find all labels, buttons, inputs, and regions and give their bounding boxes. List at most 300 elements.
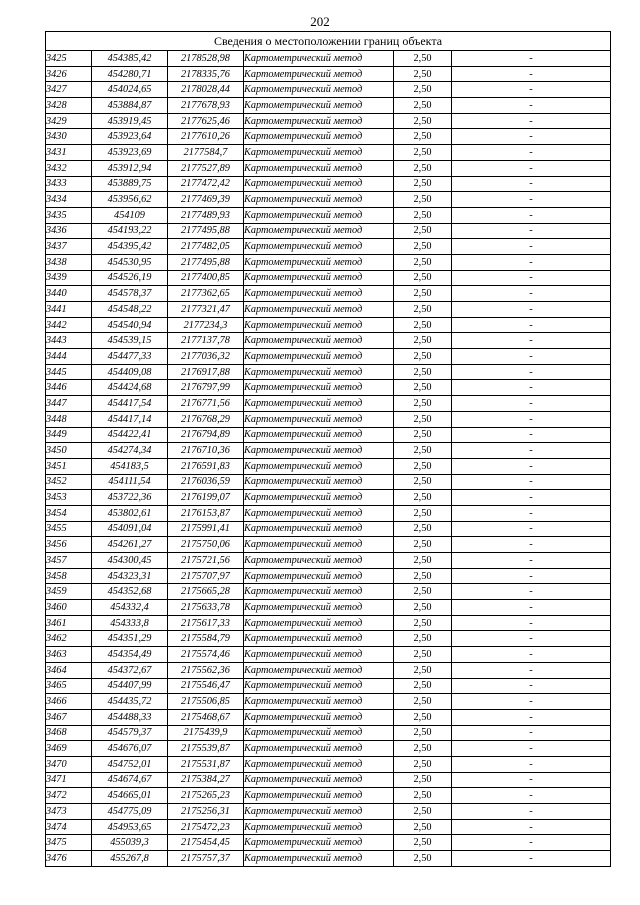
point-number-cell: 3432 xyxy=(46,160,92,176)
x-coordinate-cell: 453919,45 xyxy=(92,113,168,129)
description-cell: - xyxy=(452,129,611,145)
accuracy-cell: 2,50 xyxy=(394,286,452,302)
accuracy-cell: 2,50 xyxy=(394,772,452,788)
y-coordinate-cell: 2175584,79 xyxy=(168,631,244,647)
y-coordinate-cell: 2176153,87 xyxy=(168,505,244,521)
x-coordinate-cell: 454417,14 xyxy=(92,411,168,427)
accuracy-cell: 2,50 xyxy=(394,66,452,82)
description-cell: - xyxy=(452,709,611,725)
point-number-cell: 3462 xyxy=(46,631,92,647)
accuracy-cell: 2,50 xyxy=(394,725,452,741)
point-number-cell: 3428 xyxy=(46,98,92,114)
description-cell: - xyxy=(452,302,611,318)
x-coordinate-cell: 453923,69 xyxy=(92,145,168,161)
accuracy-cell: 2,50 xyxy=(394,600,452,616)
method-cell: Картометрический метод xyxy=(244,490,394,506)
method-cell: Картометрический метод xyxy=(244,694,394,710)
point-number-cell: 3460 xyxy=(46,600,92,616)
table-row xyxy=(46,364,611,380)
x-coordinate-cell: 454352,68 xyxy=(92,584,168,600)
method-cell: Картометрический метод xyxy=(244,427,394,443)
x-coordinate-cell: 454333,8 xyxy=(92,615,168,631)
y-coordinate-cell: 2177489,93 xyxy=(168,207,244,223)
point-number-cell: 3465 xyxy=(46,678,92,694)
table-row xyxy=(46,82,611,98)
x-coordinate-cell: 454407,99 xyxy=(92,678,168,694)
y-coordinate-cell: 2175665,28 xyxy=(168,584,244,600)
description-cell: - xyxy=(452,725,611,741)
x-coordinate-cell: 454674,67 xyxy=(92,772,168,788)
method-cell: Картометрический метод xyxy=(244,835,394,851)
table-row xyxy=(46,239,611,255)
y-coordinate-cell: 2177472,42 xyxy=(168,176,244,192)
y-coordinate-cell: 2175506,85 xyxy=(168,694,244,710)
table-header-row xyxy=(46,32,611,51)
x-coordinate-cell: 454477,33 xyxy=(92,349,168,365)
y-coordinate-cell: 2177527,89 xyxy=(168,160,244,176)
table-row xyxy=(46,192,611,208)
point-number-cell: 3453 xyxy=(46,490,92,506)
description-cell: - xyxy=(452,647,611,663)
description-cell: - xyxy=(452,192,611,208)
y-coordinate-cell: 2177625,46 xyxy=(168,113,244,129)
x-coordinate-cell: 453722,36 xyxy=(92,490,168,506)
accuracy-cell: 2,50 xyxy=(394,411,452,427)
x-coordinate-cell: 454530,95 xyxy=(92,254,168,270)
method-cell: Картометрический метод xyxy=(244,756,394,772)
accuracy-cell: 2,50 xyxy=(394,851,452,867)
accuracy-cell: 2,50 xyxy=(394,741,452,757)
y-coordinate-cell: 2175991,41 xyxy=(168,521,244,537)
accuracy-cell: 2,50 xyxy=(394,568,452,584)
accuracy-cell: 2,50 xyxy=(394,427,452,443)
description-cell: - xyxy=(452,474,611,490)
accuracy-cell: 2,50 xyxy=(394,458,452,474)
table-row xyxy=(46,725,611,741)
point-number-cell: 3471 xyxy=(46,772,92,788)
y-coordinate-cell: 2175454,45 xyxy=(168,835,244,851)
y-coordinate-cell: 2175721,56 xyxy=(168,553,244,569)
point-number-cell: 3455 xyxy=(46,521,92,537)
accuracy-cell: 2,50 xyxy=(394,615,452,631)
description-cell: - xyxy=(452,349,611,365)
method-cell: Картометрический метод xyxy=(244,725,394,741)
description-cell: - xyxy=(452,835,611,851)
method-cell: Картометрический метод xyxy=(244,537,394,553)
description-cell: - xyxy=(452,113,611,129)
y-coordinate-cell: 2176036,59 xyxy=(168,474,244,490)
point-number-cell: 3447 xyxy=(46,396,92,412)
point-number-cell: 3437 xyxy=(46,239,92,255)
table-row xyxy=(46,631,611,647)
description-cell: - xyxy=(452,98,611,114)
table-row xyxy=(46,98,611,114)
x-coordinate-cell: 455267,8 xyxy=(92,851,168,867)
description-cell: - xyxy=(452,239,611,255)
description-cell: - xyxy=(452,207,611,223)
x-coordinate-cell: 454422,41 xyxy=(92,427,168,443)
method-cell: Картометрический метод xyxy=(244,192,394,208)
point-number-cell: 3438 xyxy=(46,254,92,270)
x-coordinate-cell: 454332,4 xyxy=(92,600,168,616)
method-cell: Картометрический метод xyxy=(244,458,394,474)
accuracy-cell: 2,50 xyxy=(394,490,452,506)
point-number-cell: 3469 xyxy=(46,741,92,757)
method-cell: Картометрический метод xyxy=(244,772,394,788)
point-number-cell: 3444 xyxy=(46,349,92,365)
x-coordinate-cell: 454280,71 xyxy=(92,66,168,82)
description-cell: - xyxy=(452,270,611,286)
accuracy-cell: 2,50 xyxy=(394,364,452,380)
table-row xyxy=(46,349,611,365)
description-cell: - xyxy=(452,568,611,584)
table-row xyxy=(46,851,611,867)
accuracy-cell: 2,50 xyxy=(394,505,452,521)
description-cell: - xyxy=(452,521,611,537)
method-cell: Картометрический метод xyxy=(244,584,394,600)
table-row xyxy=(46,490,611,506)
y-coordinate-cell: 2176771,56 xyxy=(168,396,244,412)
point-number-cell: 3468 xyxy=(46,725,92,741)
y-coordinate-cell: 2177610,26 xyxy=(168,129,244,145)
method-cell: Картометрический метод xyxy=(244,380,394,396)
description-cell: - xyxy=(452,145,611,161)
description-cell: - xyxy=(452,615,611,631)
y-coordinate-cell: 2177495,88 xyxy=(168,254,244,270)
description-cell: - xyxy=(452,662,611,678)
accuracy-cell: 2,50 xyxy=(394,835,452,851)
accuracy-cell: 2,50 xyxy=(394,756,452,772)
point-number-cell: 3472 xyxy=(46,788,92,804)
method-cell: Картометрический метод xyxy=(244,474,394,490)
y-coordinate-cell: 2175256,31 xyxy=(168,804,244,820)
table-row xyxy=(46,772,611,788)
table-row xyxy=(46,537,611,553)
point-number-cell: 3451 xyxy=(46,458,92,474)
point-number-cell: 3470 xyxy=(46,756,92,772)
table-row xyxy=(46,568,611,584)
x-coordinate-cell: 454183,5 xyxy=(92,458,168,474)
description-cell: - xyxy=(452,584,611,600)
method-cell: Картометрический метод xyxy=(244,160,394,176)
x-coordinate-cell: 454193,22 xyxy=(92,223,168,239)
x-coordinate-cell: 454676,07 xyxy=(92,741,168,757)
method-cell: Картометрический метод xyxy=(244,631,394,647)
x-coordinate-cell: 454752,01 xyxy=(92,756,168,772)
point-number-cell: 3443 xyxy=(46,333,92,349)
table-row xyxy=(46,756,611,772)
point-number-cell: 3430 xyxy=(46,129,92,145)
description-cell: - xyxy=(452,819,611,835)
table-row xyxy=(46,615,611,631)
method-cell: Картометрический метод xyxy=(244,98,394,114)
y-coordinate-cell: 2177495,88 xyxy=(168,223,244,239)
x-coordinate-cell: 455039,3 xyxy=(92,835,168,851)
table-row xyxy=(46,207,611,223)
method-cell: Картометрический метод xyxy=(244,741,394,757)
point-number-cell: 3466 xyxy=(46,694,92,710)
description-cell: - xyxy=(452,66,611,82)
y-coordinate-cell: 2175468,67 xyxy=(168,709,244,725)
table-row xyxy=(46,835,611,851)
description-cell: - xyxy=(452,756,611,772)
accuracy-cell: 2,50 xyxy=(394,631,452,647)
x-coordinate-cell: 454372,67 xyxy=(92,662,168,678)
x-coordinate-cell: 454539,15 xyxy=(92,333,168,349)
x-coordinate-cell: 454409,08 xyxy=(92,364,168,380)
method-cell: Картометрический метод xyxy=(244,66,394,82)
point-number-cell: 3463 xyxy=(46,647,92,663)
table-row xyxy=(46,302,611,318)
method-cell: Картометрический метод xyxy=(244,819,394,835)
table-row xyxy=(46,66,611,82)
accuracy-cell: 2,50 xyxy=(394,521,452,537)
point-number-cell: 3458 xyxy=(46,568,92,584)
accuracy-cell: 2,50 xyxy=(394,584,452,600)
table-row xyxy=(46,584,611,600)
y-coordinate-cell: 2176768,29 xyxy=(168,411,244,427)
point-number-cell: 3448 xyxy=(46,411,92,427)
method-cell: Картометрический метод xyxy=(244,207,394,223)
description-cell: - xyxy=(452,631,611,647)
table-row xyxy=(46,411,611,427)
method-cell: Картометрический метод xyxy=(244,851,394,867)
x-coordinate-cell: 454424,68 xyxy=(92,380,168,396)
point-number-cell: 3456 xyxy=(46,537,92,553)
point-number-cell: 3454 xyxy=(46,505,92,521)
method-cell: Картометрический метод xyxy=(244,317,394,333)
x-coordinate-cell: 454578,37 xyxy=(92,286,168,302)
point-number-cell: 3474 xyxy=(46,819,92,835)
accuracy-cell: 2,50 xyxy=(394,129,452,145)
method-cell: Картометрический метод xyxy=(244,302,394,318)
table-row xyxy=(46,223,611,239)
accuracy-cell: 2,50 xyxy=(394,443,452,459)
point-number-cell: 3464 xyxy=(46,662,92,678)
table-row xyxy=(46,694,611,710)
y-coordinate-cell: 2175633,78 xyxy=(168,600,244,616)
y-coordinate-cell: 2177362,65 xyxy=(168,286,244,302)
y-coordinate-cell: 2177584,7 xyxy=(168,145,244,161)
table-row xyxy=(46,600,611,616)
accuracy-cell: 2,50 xyxy=(394,317,452,333)
table-row xyxy=(46,788,611,804)
point-number-cell: 3436 xyxy=(46,223,92,239)
accuracy-cell: 2,50 xyxy=(394,694,452,710)
description-cell: - xyxy=(452,160,611,176)
description-cell: - xyxy=(452,851,611,867)
accuracy-cell: 2,50 xyxy=(394,396,452,412)
accuracy-cell: 2,50 xyxy=(394,160,452,176)
table-row xyxy=(46,819,611,835)
description-cell: - xyxy=(452,223,611,239)
accuracy-cell: 2,50 xyxy=(394,333,452,349)
x-coordinate-cell: 454435,72 xyxy=(92,694,168,710)
accuracy-cell: 2,50 xyxy=(394,804,452,820)
table-row xyxy=(46,333,611,349)
point-number-cell: 3457 xyxy=(46,553,92,569)
x-coordinate-cell: 454274,34 xyxy=(92,443,168,459)
y-coordinate-cell: 2175707,97 xyxy=(168,568,244,584)
description-cell: - xyxy=(452,333,611,349)
description-cell: - xyxy=(452,317,611,333)
point-number-cell: 3449 xyxy=(46,427,92,443)
point-number-cell: 3445 xyxy=(46,364,92,380)
y-coordinate-cell: 2175539,87 xyxy=(168,741,244,757)
point-number-cell: 3431 xyxy=(46,145,92,161)
table-row xyxy=(46,270,611,286)
table-row xyxy=(46,709,611,725)
point-number-cell: 3440 xyxy=(46,286,92,302)
y-coordinate-cell: 2176199,07 xyxy=(168,490,244,506)
point-number-cell: 3446 xyxy=(46,380,92,396)
accuracy-cell: 2,50 xyxy=(394,709,452,725)
y-coordinate-cell: 2176710,36 xyxy=(168,443,244,459)
accuracy-cell: 2,50 xyxy=(394,553,452,569)
x-coordinate-cell: 454091,04 xyxy=(92,521,168,537)
point-number-cell: 3450 xyxy=(46,443,92,459)
accuracy-cell: 2,50 xyxy=(394,51,452,67)
method-cell: Картометрический метод xyxy=(244,333,394,349)
x-coordinate-cell: 454579,37 xyxy=(92,725,168,741)
y-coordinate-cell: 2175757,37 xyxy=(168,851,244,867)
accuracy-cell: 2,50 xyxy=(394,82,452,98)
description-cell: - xyxy=(452,694,611,710)
method-cell: Картометрический метод xyxy=(244,145,394,161)
table-body xyxy=(46,51,611,867)
x-coordinate-cell: 454665,01 xyxy=(92,788,168,804)
method-cell: Картометрический метод xyxy=(244,113,394,129)
accuracy-cell: 2,50 xyxy=(394,239,452,255)
accuracy-cell: 2,50 xyxy=(394,113,452,129)
table-row xyxy=(46,662,611,678)
method-cell: Картометрический метод xyxy=(244,82,394,98)
method-cell: Картометрический метод xyxy=(244,662,394,678)
description-cell: - xyxy=(452,490,611,506)
method-cell: Картометрический метод xyxy=(244,254,394,270)
method-cell: Картометрический метод xyxy=(244,396,394,412)
description-cell: - xyxy=(452,741,611,757)
x-coordinate-cell: 454775,09 xyxy=(92,804,168,820)
method-cell: Картометрический метод xyxy=(244,600,394,616)
accuracy-cell: 2,50 xyxy=(394,537,452,553)
y-coordinate-cell: 2175574,46 xyxy=(168,647,244,663)
table-row xyxy=(46,160,611,176)
point-number-cell: 3441 xyxy=(46,302,92,318)
table-title: Сведения о местоположении границ объекта xyxy=(46,32,611,51)
description-cell: - xyxy=(452,600,611,616)
x-coordinate-cell: 454111,54 xyxy=(92,474,168,490)
method-cell: Картометрический метод xyxy=(244,804,394,820)
x-coordinate-cell: 454261,27 xyxy=(92,537,168,553)
description-cell: - xyxy=(452,82,611,98)
y-coordinate-cell: 2177234,3 xyxy=(168,317,244,333)
y-coordinate-cell: 2176917,88 xyxy=(168,364,244,380)
x-coordinate-cell: 454526,19 xyxy=(92,270,168,286)
accuracy-cell: 2,50 xyxy=(394,380,452,396)
table-row xyxy=(46,427,611,443)
x-coordinate-cell: 454323,31 xyxy=(92,568,168,584)
y-coordinate-cell: 2175472,23 xyxy=(168,819,244,835)
table-row xyxy=(46,286,611,302)
accuracy-cell: 2,50 xyxy=(394,254,452,270)
point-number-cell: 3442 xyxy=(46,317,92,333)
x-coordinate-cell: 454351,29 xyxy=(92,631,168,647)
method-cell: Картометрический метод xyxy=(244,270,394,286)
point-number-cell: 3425 xyxy=(46,51,92,67)
y-coordinate-cell: 2175384,27 xyxy=(168,772,244,788)
method-cell: Картометрический метод xyxy=(244,129,394,145)
accuracy-cell: 2,50 xyxy=(394,662,452,678)
table-row xyxy=(46,678,611,694)
method-cell: Картометрический метод xyxy=(244,364,394,380)
accuracy-cell: 2,50 xyxy=(394,270,452,286)
y-coordinate-cell: 2177321,47 xyxy=(168,302,244,318)
x-coordinate-cell: 454540,94 xyxy=(92,317,168,333)
x-coordinate-cell: 454300,45 xyxy=(92,553,168,569)
x-coordinate-cell: 454109 xyxy=(92,207,168,223)
page-number: 202 xyxy=(310,14,330,29)
accuracy-cell: 2,50 xyxy=(394,98,452,114)
point-number-cell: 3433 xyxy=(46,176,92,192)
table-row xyxy=(46,474,611,490)
accuracy-cell: 2,50 xyxy=(394,678,452,694)
description-cell: - xyxy=(452,804,611,820)
point-number-cell: 3459 xyxy=(46,584,92,600)
x-coordinate-cell: 454953,65 xyxy=(92,819,168,835)
x-coordinate-cell: 453923,64 xyxy=(92,129,168,145)
y-coordinate-cell: 2177137,78 xyxy=(168,333,244,349)
point-number-cell: 3435 xyxy=(46,207,92,223)
method-cell: Картометрический метод xyxy=(244,647,394,663)
accuracy-cell: 2,50 xyxy=(394,145,452,161)
description-cell: - xyxy=(452,553,611,569)
method-cell: Картометрический метод xyxy=(244,553,394,569)
point-number-cell: 3434 xyxy=(46,192,92,208)
description-cell: - xyxy=(452,51,611,67)
point-number-cell: 3452 xyxy=(46,474,92,490)
table-row xyxy=(46,396,611,412)
method-cell: Картометрический метод xyxy=(244,223,394,239)
description-cell: - xyxy=(452,364,611,380)
method-cell: Картометрический метод xyxy=(244,709,394,725)
y-coordinate-cell: 2177400,85 xyxy=(168,270,244,286)
method-cell: Картометрический метод xyxy=(244,239,394,255)
point-number-cell: 3426 xyxy=(46,66,92,82)
point-number-cell: 3429 xyxy=(46,113,92,129)
method-cell: Картометрический метод xyxy=(244,615,394,631)
x-coordinate-cell: 454488,33 xyxy=(92,709,168,725)
x-coordinate-cell: 454354,49 xyxy=(92,647,168,663)
table-row xyxy=(46,380,611,396)
table-row xyxy=(46,254,611,270)
table-row xyxy=(46,458,611,474)
accuracy-cell: 2,50 xyxy=(394,819,452,835)
y-coordinate-cell: 2177469,39 xyxy=(168,192,244,208)
description-cell: - xyxy=(452,443,611,459)
description-cell: - xyxy=(452,537,611,553)
point-number-cell: 3475 xyxy=(46,835,92,851)
point-number-cell: 3473 xyxy=(46,804,92,820)
accuracy-cell: 2,50 xyxy=(394,176,452,192)
y-coordinate-cell: 2177036,32 xyxy=(168,349,244,365)
y-coordinate-cell: 2175750,06 xyxy=(168,537,244,553)
accuracy-cell: 2,50 xyxy=(394,647,452,663)
x-coordinate-cell: 454548,22 xyxy=(92,302,168,318)
method-cell: Картометрический метод xyxy=(244,505,394,521)
accuracy-cell: 2,50 xyxy=(394,349,452,365)
method-cell: Картометрический метод xyxy=(244,51,394,67)
